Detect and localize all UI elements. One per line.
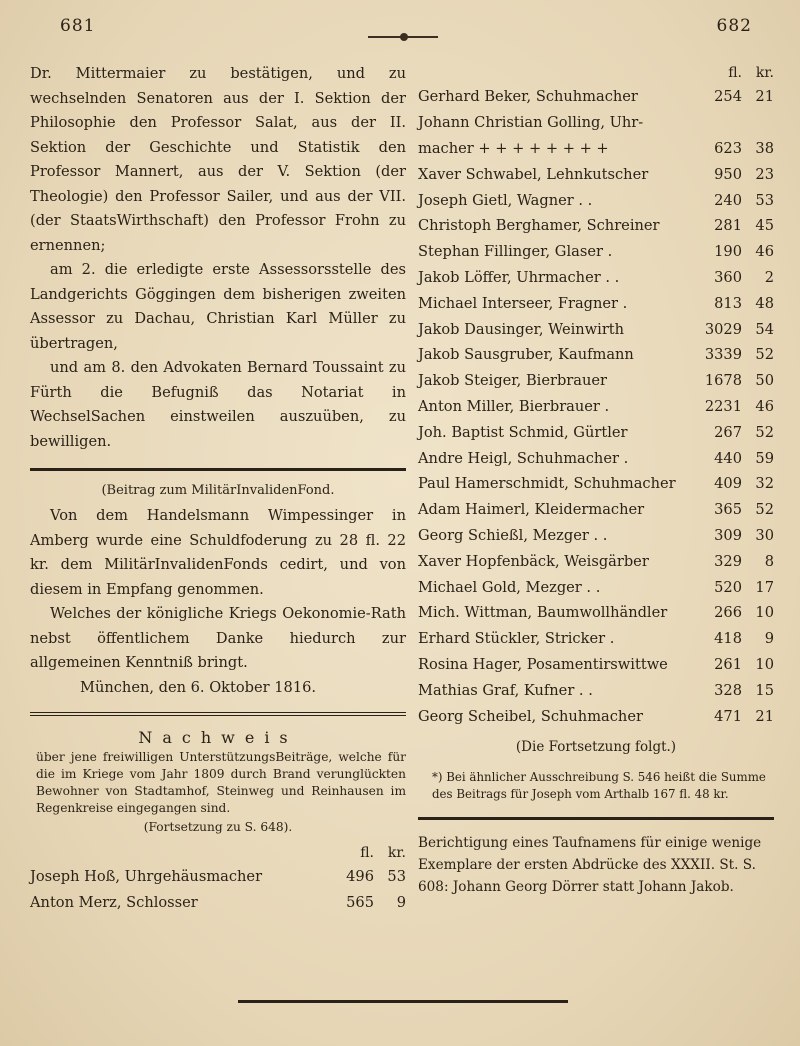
amount-fl: 360 (714, 268, 742, 286)
right-column (418, 62, 774, 912)
table-row (418, 342, 774, 368)
amount-fl: 950 (714, 165, 742, 183)
paragraph-thanks: Welches der königliche Kriegs Oekonomie-Rath nebst öffentlichem Danke hiedurch zur allgemeinen Kenntniß bringt. (30, 605, 406, 671)
footnote: *) Bei ähnlicher Ausschreibung S. 546 heißt die Summe des Beitrags für Joseph vom Arthalb 167 fl. 48 kr. (432, 769, 766, 801)
amount-fl: 3339 (704, 346, 742, 364)
table-row (418, 394, 774, 420)
column-header-fl: fl. (360, 845, 374, 861)
paragraph-donation: Von dem Handelsmann Wimpessinger in Amberg wurde eine Schuldfoderung zu 28 fl. 22 kr. dem MilitärInvalidenFonds cedirt, und von diesem in Empfang genommen. (30, 507, 406, 598)
table-row (418, 316, 774, 342)
amount-kr: 53 (387, 868, 406, 886)
donor-name: Jakob Sausgruber, Kaufmann (418, 346, 634, 364)
amount-fl (692, 110, 752, 136)
table-row (418, 213, 774, 239)
left-column (30, 62, 406, 916)
table-row (418, 471, 774, 497)
amount-kr: 48 (755, 294, 774, 312)
donor-name: Georg Schießl, Mezger . . (418, 526, 608, 544)
amount-fl: 409 (714, 475, 742, 493)
donor-name: Gerhard Beker, Schuhmacher (418, 88, 638, 106)
donor-name: Georg Scheibel, Schuhmacher (418, 707, 643, 725)
amount-fl: 240 (714, 191, 742, 209)
donor-name: Stephan Fillinger, Glaser . (418, 243, 613, 261)
donor-name: Anton Merz, Schlosser (30, 894, 198, 912)
amount-kr: 46 (755, 243, 774, 261)
donor-name: Adam Haimerl, Kleidermacher (418, 501, 645, 519)
amount-kr: 8 (764, 552, 774, 570)
section-divider (418, 817, 774, 820)
amount-fl: 267 (714, 423, 742, 441)
donor-name: Johann Christian Golling, Uhr- (418, 114, 644, 132)
table-header-row (30, 842, 406, 864)
amount-kr: 52 (755, 346, 774, 364)
amount-fl: 813 (714, 294, 742, 312)
section-heading-invalid-fund: (Beitrag zum MilitärInvalidenFond. (101, 483, 335, 498)
table-row (418, 677, 774, 703)
amount-kr: 30 (755, 526, 774, 544)
donor-name: Joh. Baptist Schmid, Gürtler (418, 423, 628, 441)
donor-name: macher + + + + + + + + (418, 139, 609, 157)
section-divider (30, 468, 406, 471)
table-row (418, 703, 774, 729)
donor-name: Erhard Stückler, Stricker . (418, 630, 615, 648)
nachweis-description: über jene freiwilligen UnterstützungsBeiträge, welche für die im Kriege vom Jahr 1809 durch Brand verunglückten Bewohner von Stadtamhof, Steinweg und Reinhausen im Regenkreise eingegangen sind. (36, 750, 406, 815)
donor-name: Xaver Hopfenbäck, Weisgärber (418, 552, 649, 570)
amount-fl: 329 (714, 552, 742, 570)
table-row (418, 290, 774, 316)
donor-name: Jakob Dausinger, Weinwirth (418, 320, 625, 338)
donor-name: Andre Heigl, Schuhmacher . (418, 449, 629, 467)
table-row (418, 652, 774, 678)
amount-kr: 15 (755, 681, 774, 699)
dateline: München, den 6. Oktober 1816. (80, 678, 317, 696)
amount-kr: 52 (755, 501, 774, 519)
amount-kr: 52 (755, 423, 774, 441)
paragraph-appointments: Dr. Mittermaier zu bestätigen, und zu wechselnden Senatoren aus der I. Sektion der Philosophie den Professor Salat, aus der II. Sektion der Geschichte und Statistik den Professor Mannert, aus der V. Sektion (der Theologie) den Professor Sailer, und aus der VII. (der StaatsWirthschaft) den Professor Frohn zu ernennen; (30, 65, 406, 254)
amount-fl: 440 (714, 449, 742, 467)
amount-fl: 328 (714, 681, 742, 699)
table-row (30, 864, 406, 890)
amount-fl: 565 (346, 894, 374, 912)
amount-fl: 3029 (704, 320, 742, 338)
donor-name: Mich. Wittman, Baumwollhändler (418, 604, 668, 622)
column-header-kr: kr. (755, 65, 774, 81)
donor-name: Joseph Gietl, Wagner . . (418, 191, 593, 209)
paragraph-notary: und am 8. den Advokaten Bernard Toussaint zu Fürth die Befugniß das Notariat in WechselSachen einstweilen auszuüben, zu bewilligen. (30, 359, 406, 450)
amount-fl: 266 (714, 604, 742, 622)
donor-name: Christoph Berghamer, Schreiner (418, 217, 660, 235)
amount-fl: 520 (714, 578, 742, 596)
donor-name: Michael Gold, Mezger . . (418, 578, 601, 596)
column-header-kr: kr. (387, 845, 406, 861)
amount-kr: 9 (764, 630, 774, 648)
table-row (418, 626, 774, 652)
table-header-row (418, 62, 774, 84)
nachweis-continuation: (Fortsetzung zu S. 648). (143, 820, 293, 834)
bottom-ornament-rule (238, 1000, 568, 1003)
amount-kr (752, 110, 774, 136)
amount-fl: 281 (714, 217, 742, 235)
donor-name: Michael Interseer, Fragner . (418, 294, 628, 312)
donor-name: Joseph Hoß, Uhrgehäusmacher (30, 868, 263, 886)
correction-notice: Berichtigung eines Taufnamens für einige wenige Exemplare der ersten Abdrücke des XXXII. St. S. 608: Johann Georg Dörrer statt Johann Jakob. (418, 834, 762, 895)
donation-table-left (30, 842, 406, 916)
amount-fl: 190 (714, 243, 742, 261)
amount-fl: 254 (714, 88, 742, 106)
amount-kr: 50 (755, 372, 774, 390)
amount-kr: 17 (755, 578, 774, 596)
table-row (418, 419, 774, 445)
amount-kr: 32 (755, 475, 774, 493)
page-number-right: 682 (716, 16, 752, 36)
table-row (418, 265, 774, 291)
table-row (418, 187, 774, 213)
donor-name: Mathias Graf, Kufner . . (418, 681, 593, 699)
table-row (418, 161, 774, 187)
donor-name: Paul Hamerschmidt, Schuhmacher (418, 475, 676, 493)
amount-fl: 418 (714, 630, 742, 648)
amount-kr: 45 (755, 217, 774, 235)
amount-fl: 365 (714, 501, 742, 519)
table-row (418, 110, 774, 136)
amount-kr: 10 (755, 655, 774, 673)
amount-kr: 21 (755, 707, 774, 725)
table-row (418, 574, 774, 600)
amount-fl: 2231 (704, 397, 742, 415)
amount-kr: 38 (755, 139, 774, 157)
donation-table-right (418, 62, 774, 729)
donor-name: Jakob Steiger, Bierbrauer (418, 372, 607, 390)
amount-kr: 46 (755, 397, 774, 415)
amount-kr: 9 (396, 894, 406, 912)
amount-fl: 1678 (704, 372, 742, 390)
table-row (418, 600, 774, 626)
donor-name: Jakob Löffer, Uhrmacher . . (418, 268, 620, 286)
amount-fl: 261 (714, 655, 742, 673)
amount-kr: 21 (755, 88, 774, 106)
donor-name: Xaver Schwabel, Lehnkutscher (418, 165, 649, 183)
amount-kr: 54 (755, 320, 774, 338)
column-header-fl: fl. (728, 65, 742, 81)
table-row (418, 84, 774, 110)
amount-kr: 59 (755, 449, 774, 467)
page-number-left: 681 (60, 16, 96, 36)
paragraph-assessor: am 2. die erledigte erste Assessorsstelle des Landgerichts Göggingen dem bisherigen zweiten Assessor zu Dachau, Christian Karl Müller zu übertragen, (30, 261, 406, 352)
header-ornament-rule (368, 36, 438, 38)
table-row (418, 548, 774, 574)
amount-kr: 2 (764, 268, 774, 286)
table-row (30, 890, 406, 916)
table-row (418, 136, 774, 162)
amount-fl: 496 (346, 868, 374, 886)
table-row (418, 445, 774, 471)
table-row (418, 523, 774, 549)
table-row (418, 368, 774, 394)
donor-name: Anton Miller, Bierbrauer . (418, 397, 610, 415)
amount-kr: 53 (755, 191, 774, 209)
amount-kr: 23 (755, 165, 774, 183)
section-divider-double (30, 712, 406, 716)
amount-kr: 10 (755, 604, 774, 622)
amount-fl: 623 (714, 139, 742, 157)
nachweis-title: Nachweis (138, 728, 298, 747)
amount-fl: 471 (714, 707, 742, 725)
amount-fl: 309 (714, 526, 742, 544)
continuation-note: (Die Fortsetzung folgt.) (515, 738, 677, 755)
donor-name: Rosina Hager, Posamentirswittwe (418, 655, 668, 673)
table-row (418, 239, 774, 265)
table-row (418, 497, 774, 523)
